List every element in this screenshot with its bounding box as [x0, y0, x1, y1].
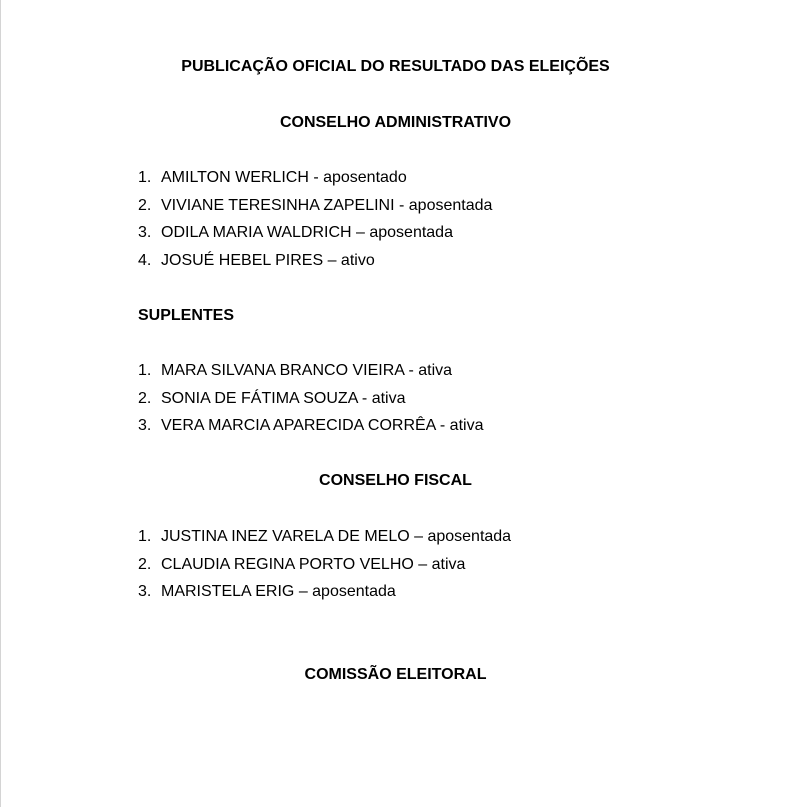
- section-heading-conselho-administrativo: CONSELHO ADMINISTRATIVO: [279, 114, 512, 131]
- item-text: ODILA MARIA WALDRICH – aposentada: [161, 224, 453, 242]
- item-number: 2.: [138, 196, 152, 214]
- list-item: [138, 416, 483, 444]
- item-text: MARISTELA ERIG – aposentada: [161, 583, 396, 601]
- conselho-administrativo-list: [138, 168, 492, 278]
- list-item: [138, 196, 492, 224]
- item-number: 2.: [138, 555, 152, 573]
- item-number: 3.: [138, 224, 152, 242]
- item-text: SONIA DE FÁTIMA SOUZA - ativa: [161, 389, 406, 407]
- list-item: [138, 168, 492, 196]
- item-number: 4.: [138, 251, 152, 269]
- footer-heading-comissao-eleitoral: COMISSÃO ELEITORAL: [304, 666, 487, 683]
- item-number: 1.: [138, 528, 152, 545]
- item-text: MARA SILVANA BRANCO VIEIRA - ativa: [161, 362, 453, 379]
- item-text: CLAUDIA REGINA PORTO VELHO – ativa: [161, 555, 466, 573]
- section-heading-conselho-fiscal: CONSELHO FISCAL: [319, 472, 472, 489]
- list-item: [138, 527, 511, 555]
- list-item: [138, 361, 483, 389]
- list-item: [138, 555, 511, 583]
- conselho-fiscal-list: [138, 527, 511, 610]
- section-heading-suplentes: SUPLENTES: [138, 307, 235, 324]
- suplentes-list: [138, 361, 483, 444]
- list-item: [138, 389, 483, 417]
- item-text: JOSUÉ HEBEL PIRES – ativo: [161, 251, 375, 269]
- list-item: [138, 223, 492, 251]
- item-text: VERA MARCIA APARECIDA CORRÊA - ativa: [161, 417, 484, 435]
- list-item: [138, 582, 511, 610]
- item-text: VIVIANE TERESINHA ZAPELINI - aposentada: [161, 196, 493, 214]
- item-number: 2.: [138, 389, 152, 407]
- item-number: 1.: [138, 169, 152, 186]
- item-number: 3.: [138, 583, 152, 601]
- item-text: AMILTON WERLICH - aposentado: [161, 169, 407, 186]
- list-item: [138, 251, 492, 279]
- item-number: 1.: [138, 362, 152, 379]
- item-number: 3.: [138, 417, 152, 435]
- item-text: JUSTINA INEZ VARELA DE MELO – aposentada: [161, 528, 512, 545]
- document-title: PUBLICAÇÃO OFICIAL DO RESULTADO DAS ELEIÇÕES: [181, 58, 610, 75]
